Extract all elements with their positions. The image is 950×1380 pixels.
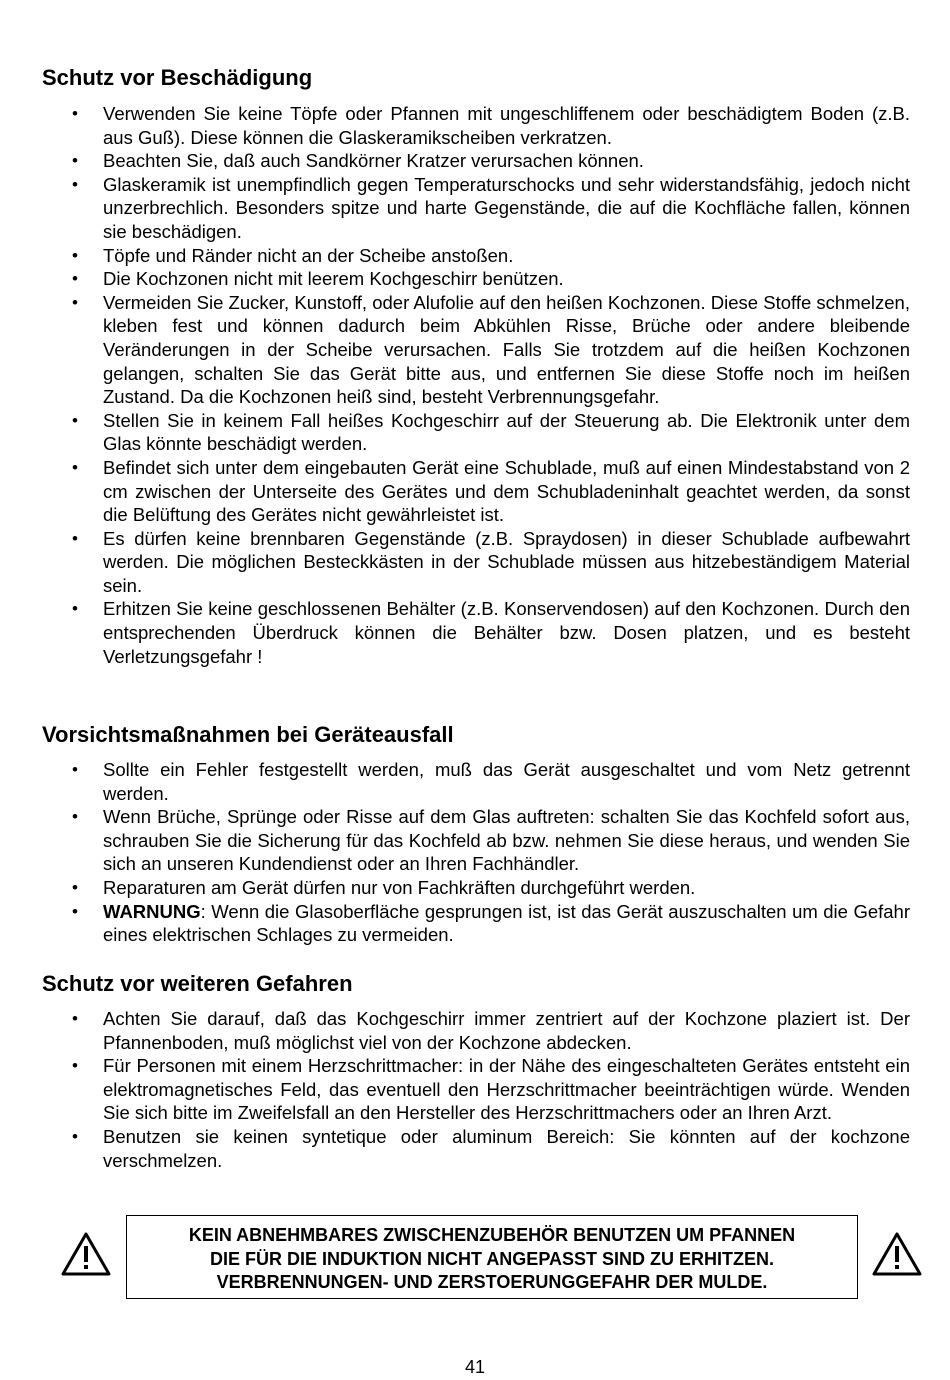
list-item: • Für Personen mit einem Herzschrittmacher: in der Nähe des eingeschalteten Gerätes entsteht ein elektromagnetisches Feld, das eventuell den Herzschrittmacher beeinträchtigen würde. Wenden Sie sich bitte im Zweifelsfall an den Hersteller des Herzschrittmachers oder an Ihren Arzt.: [42, 1054, 910, 1125]
list-item: • Sollte ein Fehler festgestellt werden, muß das Gerät ausgeschaltet und vom Netz getrennt werden.: [42, 758, 910, 805]
list-item: • Töpfe und Ränder nicht an der Scheibe anstoßen.: [42, 244, 910, 268]
list-item: • Verwenden Sie keine Töpfe oder Pfannen mit ungeschliffenem oder beschädigtem Boden (z.B. aus Guß). Diese können die Glaskeramikscheiben verkratzen.: [42, 102, 910, 149]
list-schutz-vor-beschaedigung: [42, 102, 910, 668]
warning-triangle-icon: [60, 1231, 112, 1277]
list-schutz-vor-weiteren-gefahren: [42, 1007, 910, 1172]
list-item: • Wenn Brüche, Sprünge oder Risse auf dem Glas auftreten: schalten Sie das Kochfeld sofort aus, schrauben Sie die Sicherung für das Kochfeld ab bzw. nehmen Sie diese heraus, und wenden Sie sich an unseren Kundendienst oder an Ihren Fachhändler.: [42, 805, 910, 876]
list-item: • Benutzen sie keinen syntetique oder aluminum Bereich: Sie könnten auf der kochzone verschmelzen.: [42, 1125, 910, 1172]
list-item: • Glaskeramik ist unempfindlich gegen Temperaturschocks und sehr widerstandsfähig, jedoch nicht unzerbrechlich. Besonders spitze und harte Gegenstände, die auf die Kochfläche fallen, können sie beschädigen.: [42, 173, 910, 244]
list-item: • Die Kochzonen nicht mit leerem Kochgeschirr benützen.: [42, 267, 910, 291]
list-item: • Vermeiden Sie Zucker, Kunstoff, oder Alufolie auf den heißen Kochzonen. Diese Stoffe schmelzen, kleben fest und können dadurch beim Abkühlen Risse, Brüche oder andere bleibende Veränderungen in der Scheibe verursachen. Falls Sie trotzdem auf die heißen Kochzonen gelangen, schalten Sie das Gerät bitte aus, und entfernen Sie diese Stoffe noch im heißen Zustand. Da die Kochzonen heiß sind, besteht Verbrennungsgefahr.: [42, 291, 910, 409]
list-item: • Es dürfen keine brennbaren Gegenstände (z.B. Spraydosen) in dieser Schublade aufbewahrt werden. Die möglichen Besteckkästen in der Schublade müssen aus hitzebeständigem Material sein.: [42, 527, 910, 598]
warning-label: WARNUNG: [103, 900, 201, 922]
list-item: • Stellen Sie in keinem Fall heißes Kochgeschirr auf der Steuerung ab. Die Elektronik unter dem Glas könnte beschädigt werden.: [42, 409, 910, 456]
warning-box-line: DIE FÜR DIE INDUKTION NICHT ANGEPASST SIND ZU ERHITZEN.: [209, 1248, 774, 1269]
warning-text: : Wenn die Glasoberfläche gesprungen ist, ist das Gerät auszuschalten um die Gefahr eines elektrischen Schlages zu vermeiden.: [103, 900, 910, 946]
section-heading-schutz-vor-weiteren-gefahren: Schutz vor weiteren Gefahren: [42, 971, 353, 996]
section-heading-vorsichtsmassnahmen: Vorsichtsmaßnahmen bei Geräteausfall: [42, 722, 454, 747]
list-item: • Reparaturen am Gerät dürfen nur von Fachkräften durchgeführt werden.: [42, 876, 910, 900]
warning-box: [126, 1215, 858, 1299]
list-item: • Erhitzen Sie keine geschlossenen Behälter (z.B. Konservendosen) auf den Kochzonen. Durch den entsprechenden Überdruck können die Behälter bzw. Dosen platzen, und es besteht Verletzungsgefahr !: [42, 597, 910, 668]
page-number: 41: [464, 1357, 486, 1377]
list-item-warning: [42, 900, 910, 947]
warning-triangle-icon: [871, 1231, 923, 1277]
section-heading-schutz-vor-beschaedigung: Schutz vor Beschädigung: [42, 65, 313, 90]
warning-box-line: KEIN ABNEHMBARES ZWISCHENZUBEHÖR BENUTZEN UM PFANNEN: [188, 1225, 796, 1245]
warning-box-line: VERBRENNUNGEN- UND ZERSTOERUNGGEFAHR DER MULDE.: [216, 1272, 768, 1292]
list-item: • Beachten Sie, daß auch Sandkörner Kratzer verursachen können.: [42, 149, 910, 173]
list-vorsichtsmassnahmen: [42, 758, 910, 947]
list-item: • Achten Sie darauf, daß das Kochgeschirr immer zentriert auf der Kochzone plaziert ist. Der Pfannenboden, muß möglichst viel von der Kochzone abdecken.: [42, 1007, 910, 1054]
list-item: • Befindet sich unter dem eingebauten Gerät eine Schublade, muß auf einen Mindestabstand von 2 cm zwischen der Unterseite des Gerätes und dem Schubladeninhalt geachtet werden, da sonst die Belüftung des Gerätes nicht gewährleistet ist.: [42, 456, 910, 527]
